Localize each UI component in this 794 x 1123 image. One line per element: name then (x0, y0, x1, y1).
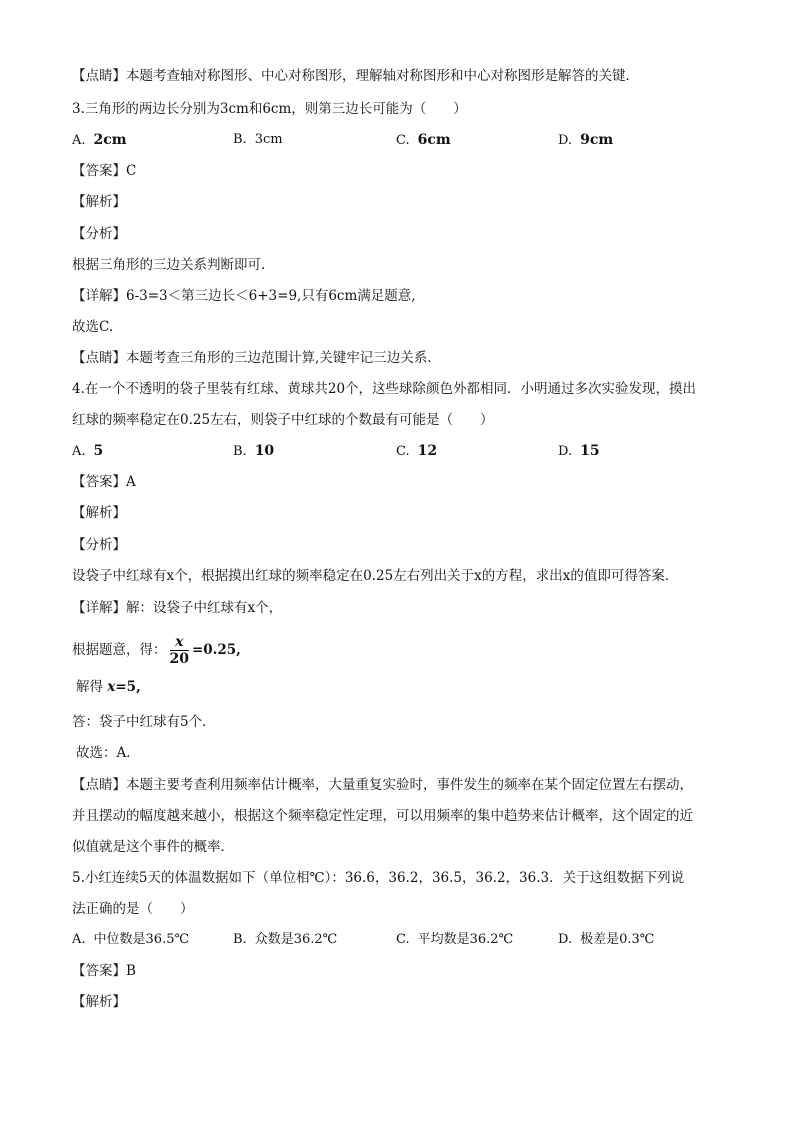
q4-comment-line-2: 并且摆动的幅度越来越小，根据这个频率稳定性定理，可以用频率的集中趋势来估计概率，这个固定的近 (72, 808, 693, 824)
q3-fenxi-text: 根据三角形的三边关系判断即可. (72, 257, 266, 273)
q3-option-c[interactable]: C. 6cm (396, 132, 451, 148)
q3-comment: 【点睛】本题考查三角形的三边范围计算,关键牢记三边关系. (72, 350, 432, 366)
q3-option-b[interactable]: B. 3cm (233, 132, 283, 147)
q4-option-c[interactable]: C. 12 (396, 443, 438, 459)
question-3-stem: 3.三角形的两边长分别为3cm和6cm，则第三边长可能为（ ） (72, 101, 467, 117)
q4-solution-line: 解得 x=5, (76, 679, 141, 695)
q4-analysis-heading: 【解析】 (72, 505, 126, 521)
q5-answer: 【答案】B (72, 963, 136, 979)
question-4-stem-line-1: 4.在一个不透明的袋子里装有红球、黄球共20个，这些球除颜色外都相同．小明通过多次实验发现，摸出 (72, 381, 697, 397)
q4-choose: 故选：A． (76, 745, 140, 761)
question-5-stem-line-2: 法正确的是（ ） (72, 901, 194, 917)
q3-option-d[interactable]: D. 9cm (558, 132, 614, 148)
q3-fenxi-heading: 【分析】 (72, 226, 126, 242)
q5-option-a[interactable]: A. 中位数是36.5℃ (72, 932, 190, 947)
q3-answer: 【答案】C (72, 163, 137, 179)
q4-option-b[interactable]: B. 10 (233, 443, 275, 459)
q4-option-a[interactable]: A. 5 (72, 443, 104, 459)
q3-detail: 【详解】6-3=3＜第三边长＜6+3=9,只有6cm满足题意, (72, 288, 416, 304)
q4-final-answer: 答：袋子中红球有5个． (72, 714, 216, 730)
question-4-stem-line-2: 红球的频率稳定在0.25左右，则袋子中红球的个数最有可能是（ ） (72, 412, 494, 428)
q5-analysis-heading: 【解析】 (72, 994, 126, 1010)
prev-comment-line: 【点睛】本题考查轴对称图形、中心对称图形，理解轴对称图形和中心对称图形是解答的关键． (72, 68, 639, 84)
q5-option-c[interactable]: C. 平均数是36.2℃ (396, 932, 514, 947)
question-5-stem-line-1: 5.小红连续5天的体温数据如下（单位相℃）：36.6，36.2，36.5，36.2，36.3．关于这组数据下列说 (72, 870, 685, 886)
q4-fenxi-text: 设袋子中红球有x个，根据摸出红球的频率稳定在0.25左右列出关于x的方程，求出x的值即可得答案． (72, 568, 679, 584)
q4-fenxi-heading: 【分析】 (72, 537, 126, 553)
fraction: $\frac{x}{20}$ (169, 634, 189, 667)
q5-option-d[interactable]: D. 极差是0.3℃ (558, 932, 655, 947)
q3-option-a[interactable]: A. 2cm (72, 132, 127, 148)
q4-answer: 【答案】A (72, 474, 136, 490)
q4-equation-line: 根据题意，得： $\frac{x}{20}$ =0.25, (72, 634, 241, 667)
q5-option-b[interactable]: B. 众数是36.2℃ (233, 932, 338, 947)
q4-detail: 【详解】解：设袋子中红球有x个， (72, 600, 283, 616)
q4-option-d[interactable]: D. 15 (558, 443, 600, 459)
q4-comment-line-1: 【点睛】本题主要考查利用频率估计概率，大量重复实验时，事件发生的频率在某个固定位置左右摆动， (72, 777, 693, 793)
q4-comment-line-3: 似值就是这个事件的概率． (72, 839, 234, 855)
q3-analysis-heading: 【解析】 (72, 194, 126, 210)
q3-choose: 故选C. (72, 319, 114, 335)
